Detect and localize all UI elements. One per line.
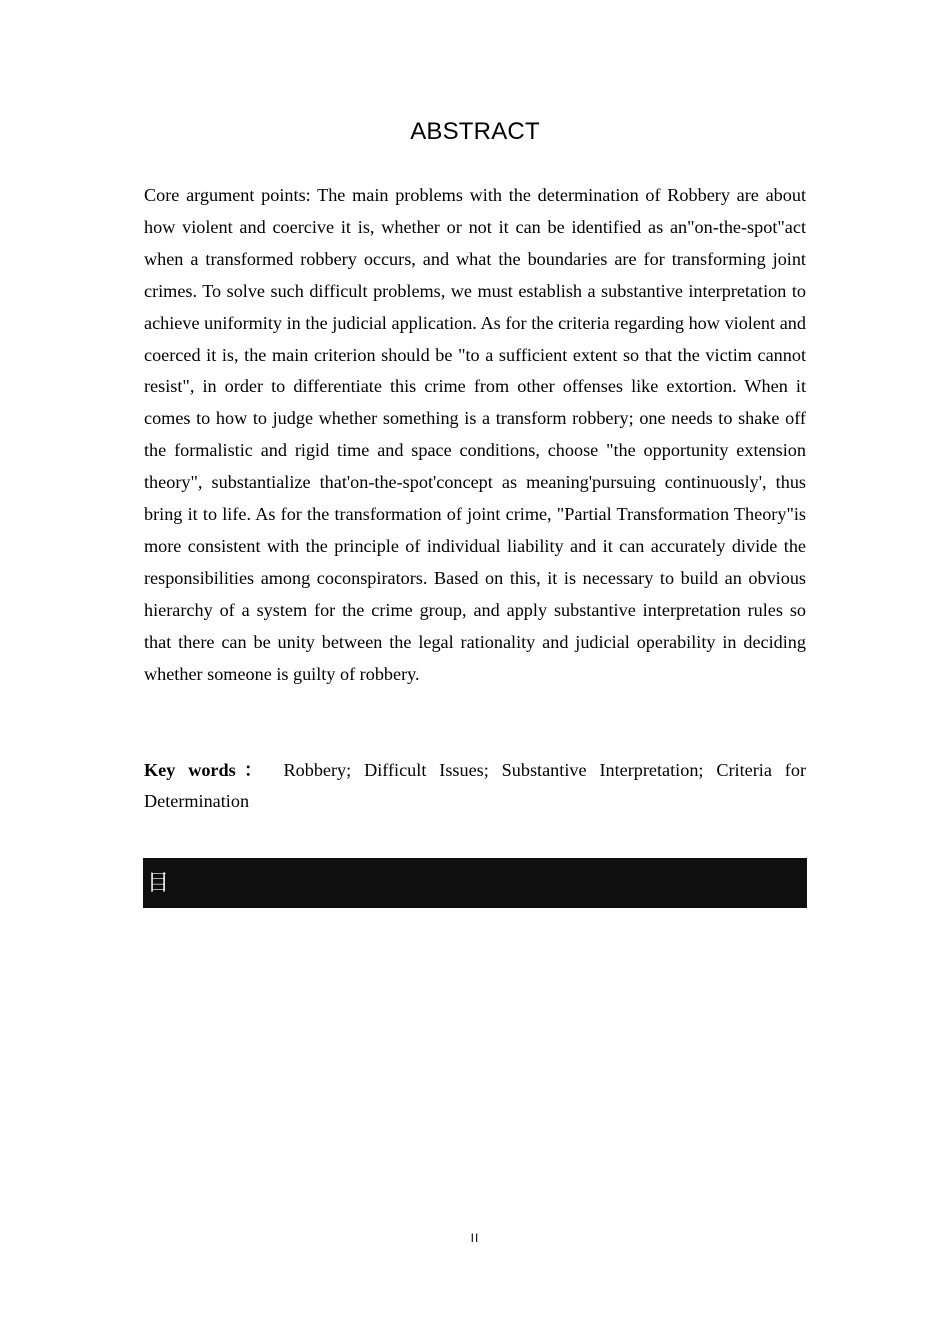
keywords-label: Key words： bbox=[144, 760, 271, 780]
abstract-body: Core argument points: The main problems with the determination of Robbery are about how violent and coercive it is, whether or not it can be identified as an"on-the-spot"act when a transformed robbery occurs, and what the boundaries are for transforming joint crimes. To solve such difficult problems, we must establish a substantive interpretation to achieve uniformity in the judicial application. As for the criteria regarding how violent and coerced it is, the main criterion should be "to a sufficient extent so that the victim cannot resist", in order to differentiate this crime from other offenses like extortion. When it comes to how to judge whether something is a transform robbery; one needs to shake off the formalistic and rigid time and space conditions, choose "the opportunity extension theory", substantialize that'on-the-spot'concept as meaning'pursuing continuously', thus bring it to life. As for the transformation of joint crime, "Partial Transformation Theory"is more consistent with the principle of individual liability and it can accurately divide the responsibilities among coconspirators. Based on this, it is necessary to build an obvious hierarchy of a system for the crime group, and apply substantive interpretation rules so that there can be unity between the legal rationality and judicial operability in deciding whether someone is guilty of robbery. bbox=[144, 185, 806, 684]
keywords-paragraph bbox=[144, 755, 806, 817]
toc-heading-glyph: 目 bbox=[147, 871, 170, 896]
page-number: II bbox=[470, 1231, 480, 1245]
toc-heading-bar bbox=[143, 858, 807, 908]
keywords-text: Robbery; Difficult Issues; Substantive Interpretation; Criteria for Determination bbox=[144, 760, 807, 811]
abstract-title: ABSTRACT bbox=[410, 118, 540, 145]
